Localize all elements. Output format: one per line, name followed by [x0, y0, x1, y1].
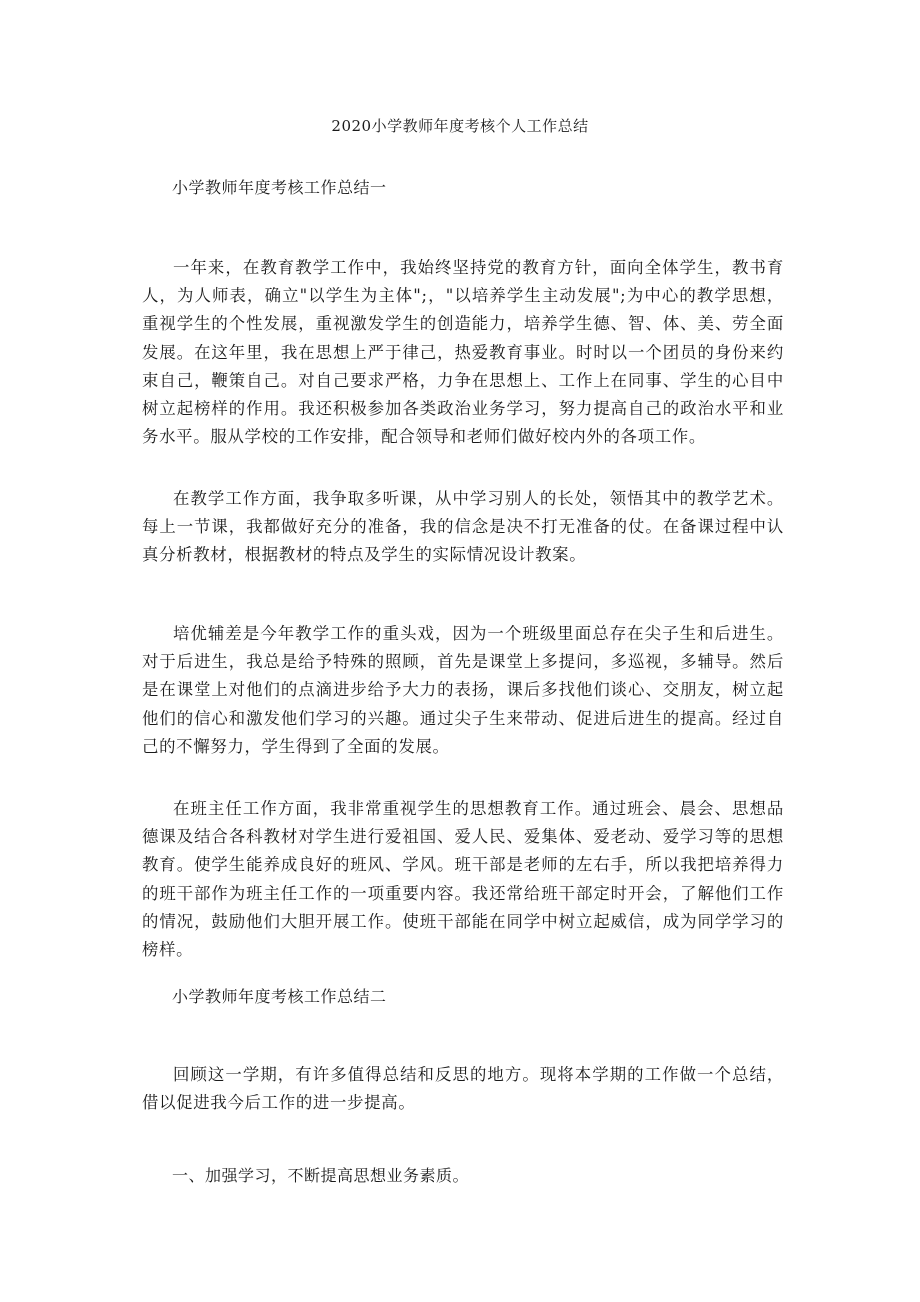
- paragraph-class-teacher: 在班主任工作方面，我非常重视学生的思想教育工作。通过班会、晨会、思想品德课及结合各科教材对学生进行爱祖国、爱人民、爱集体、爱老动、爱学习等的思想教育。使学生能养成良好的班风、学风。班干部是老师的左右手，所以我把培养得力的班干部作为班主任工作的一项重要内容。我还常给班干部定时开会，了解他们工作的情况，鼓励他们大胆开展工作。使班干部能在同学中树立起威信，成为同学学习的榜样。: [142, 799, 784, 960]
- section-heading-two: 小学教师年度考核工作总结二: [172, 987, 387, 1006]
- paragraph-tutoring: 培优辅差是今年教学工作的重头戏，因为一个班级里面总存在尖子生和后进生。对于后进生，我总是给予特殊的照顾，首先是课堂上多提问，多巡视，多辅导。然后是在课堂上对他们的点滴进步给予大力的表扬，课后多找他们谈心、交朋友，树立起他们的信心和激发他们学习的兴趣。通过尖子生来带动、促进后进生的提高。经过自己的不懈努力，学生得到了全面的发展。: [142, 624, 784, 756]
- section-heading-one: 小学教师年度考核工作总结一: [172, 178, 387, 197]
- paragraph-review: 回顾这一学期，有许多值得总结和反思的地方。现将本学期的工作做一个总结，借以促进我今后工作的进一步提高。: [142, 1065, 784, 1113]
- subheading-study: 一、加强学习，不断提高思想业务素质。: [172, 1166, 470, 1185]
- document-title: 2020小学教师年度考核个人工作总结: [331, 117, 589, 135]
- paragraph-teaching: 在教学工作方面，我争取多听课，从中学习别人的长处，领悟其中的教学艺术。每上一节课，我都做好充分的准备，我的信念是决不打无准备的仗。在备课过程中认真分析教材，根据教材的特点及学生的实际情况设计教案。: [142, 489, 784, 565]
- paragraph-overview: 一年来，在教育教学工作中，我始终坚持党的教育方针，面向全体学生，教书育人，为人师表，确立"以学生为主体";，"以培养学生主动发展";为中心的教学思想，重视学生的个性发展，重视激发学生的创造能力，培养学生德、智、体、美、劳全面发展。在这年里，我在思想上严于律己，热爱教育事业。时时以一个团员的身份来约束自己，鞭策自己。对自己要求严格，力争在思想上、工作上在同事、学生的心目中树立起榜样的作用。我还积极参加各类政治业务学习，努力提高自己的政治水平和业务水平。服从学校的工作安排，配合领导和老师们做好校内外的各项工作。: [142, 258, 784, 447]
